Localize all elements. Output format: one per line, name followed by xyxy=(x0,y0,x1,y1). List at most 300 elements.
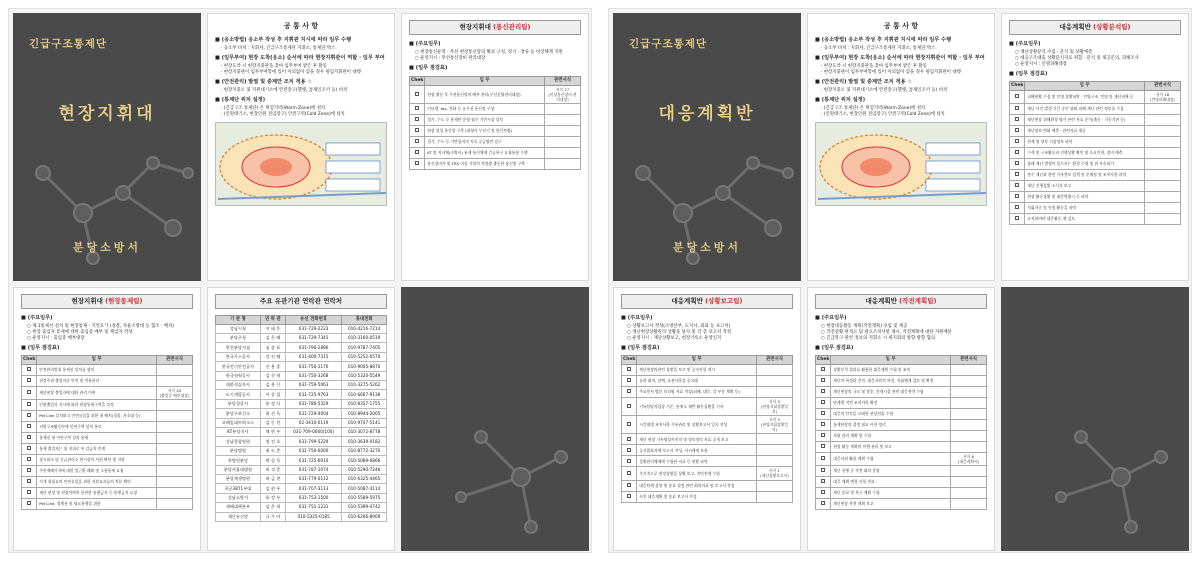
notice-s3a: · 현장지휘소 및 지원대기소에 안전장구(헬멧, 통제인조끼 등) 비치 xyxy=(821,88,948,94)
table-row xyxy=(22,375,193,386)
task-cell: 공식발표자에 보고서 작성, 비서에게 보관 xyxy=(637,445,757,456)
checkbox[interactable] xyxy=(821,456,825,460)
contacts-cell: 재난통신망 xyxy=(216,512,261,521)
contacts-col-header: 휴대전화 xyxy=(342,315,387,324)
report-duty-1: ○ 상황보고서 작성(소방본부, 도지사, 외화 등 보고처) xyxy=(627,323,731,329)
contacts-cell: 분당구보건소 xyxy=(216,409,261,418)
analysis-team-panel xyxy=(1001,13,1189,281)
check-box-cell[interactable] xyxy=(410,85,425,103)
table-row xyxy=(1010,125,1181,136)
check-box-cell[interactable] xyxy=(1010,147,1025,158)
form-cell xyxy=(951,441,987,452)
checkbox[interactable] xyxy=(821,501,825,505)
checkbox[interactable] xyxy=(1015,139,1019,143)
table-row xyxy=(216,456,387,465)
contacts-cell: 031-725-9763 xyxy=(285,390,341,399)
checklist-header-row xyxy=(410,76,581,85)
checkbox[interactable] xyxy=(415,139,419,143)
checkbox[interactable] xyxy=(821,378,825,382)
checkbox[interactable] xyxy=(27,457,31,461)
task-cell: 재난 진행상황 소식지 보고 xyxy=(1025,180,1145,191)
check-box-cell[interactable] xyxy=(622,434,637,445)
check-box-cell[interactable] xyxy=(22,487,37,498)
notice-s2b: · 현장지휘관이 임무부여할에 있어 이의없이 있을 경우 위임지휘관이 대행 xyxy=(221,70,361,76)
check-box-cell[interactable] xyxy=(410,147,425,158)
comm-duty-1: ○ 현장통신운영 · 무선 현장통신망의 확보 구성, 경기 · 정류 등 비상체계 지원 xyxy=(415,49,563,55)
strategy-team-panel xyxy=(807,287,995,551)
table-row xyxy=(1010,90,1181,103)
form-cell xyxy=(545,136,581,147)
checkbox[interactable] xyxy=(27,501,31,505)
form-cell xyxy=(1145,147,1181,158)
table-row xyxy=(216,418,387,427)
report-checklist xyxy=(621,355,793,503)
check-box-cell[interactable] xyxy=(22,399,37,410)
check-box-cell[interactable] xyxy=(22,443,37,454)
checkbox[interactable] xyxy=(627,471,631,475)
form-cell xyxy=(757,386,793,397)
checkbox[interactable] xyxy=(415,161,419,165)
form-cell xyxy=(1145,180,1181,191)
analysis-duty-1: ○ 재난상황분석 수집 · 분석 및 상황예측 xyxy=(1015,49,1093,55)
zone-map-diagram xyxy=(215,122,387,206)
contacts-cell: 010-8357-1755 xyxy=(342,399,387,408)
contacts-cell: 김 동 헌 xyxy=(260,418,285,427)
table-row xyxy=(1010,202,1181,213)
notice-s3a: · 현장지휘소 및 지원대기소에 안전장구(헬멧, 통제인조끼 등) 비치 xyxy=(221,88,348,94)
form-cell xyxy=(1145,103,1181,114)
form-cell xyxy=(1145,158,1181,169)
common-notice-panel xyxy=(207,13,395,281)
contacts-cell: 최 선 욱 xyxy=(260,409,285,418)
check-box-cell[interactable] xyxy=(622,456,637,467)
form-cell xyxy=(157,421,193,432)
contacts-cell: 강 진 혜 xyxy=(260,352,285,361)
table-row xyxy=(816,465,987,476)
table-row xyxy=(216,512,387,521)
form-cell: 서식 3 (현장지휘상황일지) xyxy=(757,397,793,415)
check-box-cell[interactable] xyxy=(622,445,637,456)
check-box-cell[interactable] xyxy=(22,375,37,386)
table-row xyxy=(816,441,987,452)
contacts-cell: 한국전력공사 xyxy=(216,371,261,380)
contacts-cell: 010-4216-7214 xyxy=(342,324,387,333)
table-row xyxy=(622,456,793,467)
check-box-cell[interactable] xyxy=(622,364,637,375)
check-box-cell[interactable] xyxy=(22,364,37,375)
table-row xyxy=(622,415,793,433)
check-box-cell[interactable] xyxy=(1010,103,1025,114)
contacts-cell: 성남종합병원 xyxy=(216,437,261,446)
check-box-cell[interactable] xyxy=(816,364,831,375)
contacts-table xyxy=(215,315,387,522)
checkbox[interactable] xyxy=(1015,194,1019,198)
check-box-cell[interactable] xyxy=(22,410,37,421)
notice-s1a: · 응소부 비치 : 지휘차, 긴급구조통제단 지휘소, 통제단 박스 xyxy=(221,46,336,52)
notice-s1: ■ (응소방법) 응소부 작성 후 지휘관 지시에 따라 임무 수행 xyxy=(215,37,352,44)
check-box-cell[interactable] xyxy=(1010,169,1025,180)
check-box-cell[interactable] xyxy=(1010,114,1025,125)
comm-checklist xyxy=(409,76,581,170)
task-cell: 시간대별 조치사항 기록관리 및 상황보고서 일지 작성 xyxy=(637,415,757,433)
report-team-title: 대응계획반 (상황보고팀) xyxy=(621,294,793,309)
analysis-checklist xyxy=(1009,81,1181,225)
table-row xyxy=(216,484,387,493)
contacts-cell: 010-3275-5262 xyxy=(342,381,387,390)
contacts-cell: 031-799-5229 xyxy=(285,437,341,446)
table-row xyxy=(22,399,193,410)
checkbox[interactable] xyxy=(415,150,419,154)
check-box-cell[interactable] xyxy=(22,386,37,399)
task-cell: 상황관리체계에 수립된 자료 등 현황 파악 xyxy=(637,456,757,467)
analysis-check-head: ■ (임무 점검표) xyxy=(1009,70,1048,77)
check-box-cell[interactable] xyxy=(816,441,831,452)
checkbox[interactable] xyxy=(821,468,825,472)
form-cell: 서식 18 (인명피해대장) xyxy=(1145,90,1181,103)
contacts-cell: 010-5325-0185 xyxy=(285,512,341,521)
checkbox[interactable] xyxy=(627,437,631,441)
table-row xyxy=(216,390,387,399)
checkbox[interactable] xyxy=(627,404,631,408)
contacts-cell: 육군3871부대 xyxy=(216,484,261,493)
check-box-cell[interactable] xyxy=(816,408,831,419)
task-cell: 주민재해기자에 대한 업근환 폐쇄 및 소통통제 요청 xyxy=(37,465,157,476)
contacts-cell: 010-3160-0519 xyxy=(342,334,387,343)
checkbox[interactable] xyxy=(1015,106,1019,110)
report-duty-head: ■ (주요임무) xyxy=(621,314,653,321)
table-row xyxy=(816,419,987,430)
check-box-cell[interactable] xyxy=(816,386,831,397)
notice-s2a: · 현장도착 시 현장지휘관을 찾아 임무부여 받은 후 활동 xyxy=(821,64,927,70)
contacts-cell: 채 현 우 xyxy=(260,428,285,437)
check-box-cell[interactable] xyxy=(410,114,425,125)
check-box-cell[interactable] xyxy=(22,465,37,476)
checkbox[interactable] xyxy=(821,400,825,404)
check-box-cell[interactable] xyxy=(816,397,831,408)
contacts-cell: 허 금 현 xyxy=(260,474,285,483)
check-box-cell[interactable] xyxy=(622,386,637,397)
check-box-cell[interactable] xyxy=(410,103,425,114)
checkbox[interactable] xyxy=(821,479,825,483)
form-cell xyxy=(1145,213,1181,224)
brochure-sheet-response-planning xyxy=(608,8,1192,553)
contacts-cell: 성남시청 xyxy=(216,324,261,333)
task-cell: 현장 활동상황 및 대응역량시 등 파악 xyxy=(1025,191,1145,202)
table-row xyxy=(816,430,987,441)
table-row xyxy=(816,452,987,465)
form-cell: 서식 20 (출입증 배부대장) xyxy=(157,386,193,399)
table-row xyxy=(622,386,793,397)
check-box-cell[interactable] xyxy=(622,375,637,386)
check-box-cell[interactable] xyxy=(816,430,831,441)
site-checklist xyxy=(21,355,193,510)
site-duty-1: ○ 제 1통제선 설치 및 현장통제 · 지연요가 (경찰, 자율소방대 등 협조 · 배치) xyxy=(27,323,174,329)
contacts-cell: 분당서울대병원 xyxy=(216,465,261,474)
checkbox[interactable] xyxy=(27,402,31,406)
check-box-cell[interactable] xyxy=(622,491,637,502)
table-row xyxy=(22,421,193,432)
table-row xyxy=(1010,158,1181,169)
checkbox[interactable] xyxy=(821,422,825,426)
strategy-duty-1: ○ 현장대응활동 계획(작전계획) 수립 및 제공 xyxy=(821,323,908,329)
task-cell: 통신장비가 및 TRS 비상 가치의 적정량 출동한 통신망 구축 xyxy=(425,158,545,169)
form-cell xyxy=(951,375,987,386)
task-cell: 수색 및 구조활동과 진행상황 확인 및 소요인력, 장비 예측 xyxy=(1025,147,1145,158)
form-cell: 서식 3 (현장지휘상황일지) xyxy=(757,415,793,433)
comm-team-title: 현장지휘대 (통신관리팀) xyxy=(409,20,581,35)
check-box-cell[interactable] xyxy=(22,432,37,443)
checkbox[interactable] xyxy=(415,128,419,132)
table-row xyxy=(216,465,387,474)
contacts-cell: 010-9787-7405 xyxy=(342,343,387,352)
checkbox[interactable] xyxy=(627,389,631,393)
checkbox[interactable] xyxy=(415,106,419,110)
task-cell: 통제 출입자는 위 지위로 부 감금처 인계 xyxy=(37,443,157,454)
checkbox[interactable] xyxy=(1015,117,1019,121)
table-row xyxy=(22,476,193,487)
task-cell: 주요인사 방문 브리핑 자료 작성(피해, 대응, 각 부문 계획 등) xyxy=(637,386,757,397)
contacts-cell: 심 상 표 xyxy=(260,343,285,352)
checkbox[interactable] xyxy=(27,413,31,417)
check-box-cell[interactable] xyxy=(816,452,831,465)
strategy-check-head: ■ (임무 점검표) xyxy=(815,344,854,351)
checkbox[interactable] xyxy=(1015,183,1019,187)
check-box-cell[interactable] xyxy=(622,467,637,480)
form-cell xyxy=(951,430,987,441)
checkbox[interactable] xyxy=(27,490,31,494)
contacts-cell: 한국가스공사 xyxy=(216,352,261,361)
notice-s4: ■ (통제단 위치 설정) xyxy=(815,97,866,104)
form-cell xyxy=(545,158,581,169)
task-cell: 향수 재난과 관련 기록정보 검색 및 문제점 및 조치사항 파악 xyxy=(1025,169,1145,180)
check-box-cell[interactable] xyxy=(1010,158,1025,169)
table-row xyxy=(816,476,987,487)
contacts-cell: 윤 정 우 xyxy=(260,493,285,502)
form-cell xyxy=(157,476,193,487)
notice-s3: ■ (안전관리) 발열 및 중제안 조치 적용 ☆ xyxy=(815,79,913,86)
contacts-cell: 010-5320-5549 xyxy=(342,371,387,380)
checklist-col-header: 관련서식 xyxy=(951,355,987,364)
checkbox[interactable] xyxy=(627,378,631,382)
analysis-duty-3: ○ 운영지시 : 인명피해대장 xyxy=(1015,61,1067,67)
check-box-cell[interactable] xyxy=(816,476,831,487)
check-box-cell[interactable] xyxy=(816,465,831,476)
table-row xyxy=(216,493,387,502)
task-cell: 현재 및 향후 기상정보 파악 xyxy=(1025,136,1145,147)
table-row xyxy=(622,375,793,386)
checkbox[interactable] xyxy=(821,367,825,371)
task-cell: 재난현장 출입자에 대한 관리 이력 xyxy=(37,386,157,399)
task-cell: 재난 현장 및 현장이야의 통연한 통행금지 등 통행금지 요청 xyxy=(37,487,157,498)
strategy-team-title: 대응계획반 (작전계획팀) xyxy=(815,294,987,309)
checkbox[interactable] xyxy=(27,378,31,382)
table-row xyxy=(622,491,793,502)
check-box-cell[interactable] xyxy=(1010,213,1025,224)
table-row xyxy=(816,386,987,397)
task-cell: 재난현장의 규모 및 향후, 전개시설 관련 대응전략 수립 xyxy=(831,386,951,397)
check-box-cell[interactable] xyxy=(22,476,37,487)
form-cell xyxy=(157,410,193,421)
check-box-cell[interactable] xyxy=(622,415,637,433)
table-row xyxy=(816,397,987,408)
form-cell: 서식 6 (대응계획서) xyxy=(951,452,987,465)
form-cell xyxy=(157,498,193,509)
contacts-cell: 010-6667-9138 xyxy=(342,390,387,399)
contacts-cell: 정 진 호 xyxy=(260,437,285,446)
cover-panel xyxy=(13,13,201,281)
back-cover-panel xyxy=(1001,287,1189,551)
strategy-duty-3: ○ 긴급복구 관련 정보의 지휘소 시 위지회의 방향 방향 협의 xyxy=(821,335,935,341)
task-cell: 장시하소 및 긴급관리소 현시장의 사원 확인 및 지원 xyxy=(37,454,157,465)
checkbox[interactable] xyxy=(415,92,419,96)
check-box-cell[interactable] xyxy=(816,498,831,509)
table-row xyxy=(216,428,387,437)
task-cell: 재난 현장 기록영상사진의 및 정보정리 자료 공개 보고 xyxy=(637,434,757,445)
contacts-cell: 최 도 준 xyxy=(260,446,285,455)
form-cell xyxy=(757,375,793,386)
table-row xyxy=(1010,213,1181,224)
contacts-cell: 010-3639-0182 xyxy=(342,437,387,446)
contacts-cell: 010-9747-5141 xyxy=(342,418,387,427)
task-cell: 현장주위 출입자중 안전 및 적용관리 xyxy=(37,375,157,386)
checkbox[interactable] xyxy=(27,435,31,439)
checkbox[interactable] xyxy=(821,490,825,494)
check-box-cell[interactable] xyxy=(622,480,637,491)
check-box-cell[interactable] xyxy=(816,419,831,430)
task-cell: 재난 진행 중 작전 회의 운영 xyxy=(831,465,951,476)
common-notice-panel xyxy=(807,13,995,281)
checkbox[interactable] xyxy=(627,483,631,487)
check-box-cell[interactable] xyxy=(22,454,37,465)
checkbox[interactable] xyxy=(27,468,31,472)
check-box-cell[interactable] xyxy=(622,397,637,415)
form-cell xyxy=(951,408,987,419)
check-box-cell[interactable] xyxy=(410,158,425,169)
task-cell: 인터넷, fax, 전화 등 유무선 통신망 구성 xyxy=(425,103,545,114)
notice-s1: ■ (응소방법) 응소부 작성 후 지휘관 지시에 따라 임무 수행 xyxy=(815,37,952,44)
checkbox[interactable] xyxy=(415,117,419,121)
check-box-cell[interactable] xyxy=(410,125,425,136)
checklist-col-header: 관련서식 xyxy=(1145,81,1181,90)
checkbox[interactable] xyxy=(27,390,31,394)
check-box-cell[interactable] xyxy=(1010,90,1025,103)
contacts-cell: 031-759-5063 xyxy=(285,381,341,390)
checkbox[interactable] xyxy=(821,444,825,448)
checkbox[interactable] xyxy=(627,367,631,371)
report-duty-3: ○ 운영지시 : 재난상황보고, 현장기록소 운영일지 xyxy=(627,335,722,341)
network-decoration xyxy=(1001,287,1189,551)
contacts-cell: 010-5252-0570 xyxy=(342,352,387,361)
analysis-duty-head: ■ (주요임무) xyxy=(1009,40,1041,47)
checkbox[interactable] xyxy=(1015,94,1019,98)
task-cell: 재난현장 위해환경 평가 관련 자료 분석(출동 · 기동기관 등) xyxy=(1025,114,1145,125)
checkbox[interactable] xyxy=(821,411,825,415)
analysis-team-title: 대응계획반 (상황분석팀) xyxy=(1009,20,1181,35)
task-cell: 재난 사건 발생 기간 중인 위와 피해 재난 관련 정보를 수집 xyxy=(1025,103,1145,114)
checkbox[interactable] xyxy=(821,389,825,393)
checkbox[interactable] xyxy=(627,422,631,426)
checkbox[interactable] xyxy=(1015,161,1019,165)
task-cell: 사후 대응계획 및 종료 보고서 작성 xyxy=(637,491,757,502)
contacts-cell: 010-5290-7246 xyxy=(342,465,387,474)
contacts-cell: 이 상 철 xyxy=(260,390,285,399)
contacts-cell: KT분당지사 xyxy=(216,428,261,437)
checkbox[interactable] xyxy=(627,448,631,452)
table-row xyxy=(622,445,793,456)
contacts-cell: 코레일네트워크스 xyxy=(216,418,261,427)
form-cell xyxy=(157,364,193,375)
checkbox[interactable] xyxy=(1015,150,1019,154)
form-cell xyxy=(157,487,193,498)
comm-duty-2: ○ 운영지시 : 무선통신장비 관리대장 xyxy=(415,55,486,61)
table-row xyxy=(410,158,581,169)
task-cell: 재난 종료 및 복구 계획 수립 xyxy=(831,487,951,498)
check-box-cell[interactable] xyxy=(410,136,425,147)
checkbox[interactable] xyxy=(27,367,31,371)
checkbox[interactable] xyxy=(27,424,31,428)
checkbox[interactable] xyxy=(627,494,631,498)
check-box-cell[interactable] xyxy=(22,421,37,432)
table-row xyxy=(816,498,987,509)
checkbox[interactable] xyxy=(1015,172,1019,176)
table-row xyxy=(816,375,987,386)
table-row xyxy=(410,136,581,147)
table-row xyxy=(216,352,387,361)
check-box-cell[interactable] xyxy=(22,498,37,509)
report-duty-2: ○ 재난현장상황관리 상황을 당사 및 각 층 보고서 작성 xyxy=(627,329,732,335)
form-cell xyxy=(757,364,793,375)
checkbox[interactable] xyxy=(27,446,31,450)
checkbox[interactable] xyxy=(1015,128,1019,132)
checkbox[interactable] xyxy=(821,433,825,437)
notice-title: 공 통 사 항 xyxy=(283,22,319,30)
site-duty-2: ○ 현장 출입자 통제에 대한 출입증 배부 및 책임자 작성 xyxy=(27,329,133,335)
checkbox[interactable] xyxy=(1015,216,1019,220)
task-cell: 주기적으로 현장상황을 상황 보고, 진단전에 수립 xyxy=(637,467,757,480)
check-box-cell[interactable] xyxy=(816,375,831,386)
table-row xyxy=(216,399,387,408)
check-box-cell[interactable] xyxy=(1010,202,1025,213)
contacts-cell: 010-5399-4742 xyxy=(342,503,387,512)
site-duty-3: ○ 운영지시 : 출입증 배부대장 xyxy=(27,335,85,341)
task-cell: 유지하여야 대응활동 재 검토 xyxy=(1025,213,1145,224)
form-cell xyxy=(157,432,193,443)
check-box-cell[interactable] xyxy=(816,487,831,498)
form-cell xyxy=(1145,114,1181,125)
task-cell: KT 및 지자체(소방서) 통제 통신체제 긴급복구 요청통합 수행 xyxy=(425,147,545,158)
check-box-cell[interactable] xyxy=(1010,136,1025,147)
table-row xyxy=(622,467,793,480)
checkbox[interactable] xyxy=(627,459,631,463)
contacts-cell: 김 은 혁 xyxy=(260,503,285,512)
form-cell xyxy=(157,465,193,476)
table-row xyxy=(1010,114,1181,125)
strategy-duty-head: ■ (주요임무) xyxy=(815,314,847,321)
contacts-cell: 김 현 우 xyxy=(260,484,285,493)
contacts-cell: 031-729-7341 xyxy=(285,334,341,343)
comm-duty-head: ■ (주요임무) xyxy=(409,40,441,47)
check-box-cell[interactable] xyxy=(1010,125,1025,136)
contacts-cell: 031-750-3268 xyxy=(285,371,341,380)
checklist-col-header: 임 무 xyxy=(831,355,951,364)
check-box-cell[interactable] xyxy=(1010,180,1025,191)
checkbox[interactable] xyxy=(27,479,31,483)
table-row xyxy=(22,454,193,465)
checkbox[interactable] xyxy=(1015,205,1019,209)
check-box-cell[interactable] xyxy=(1010,191,1025,202)
notice-s4: ■ (통제단 위치 설정) xyxy=(215,97,266,104)
form-cell xyxy=(1145,191,1181,202)
